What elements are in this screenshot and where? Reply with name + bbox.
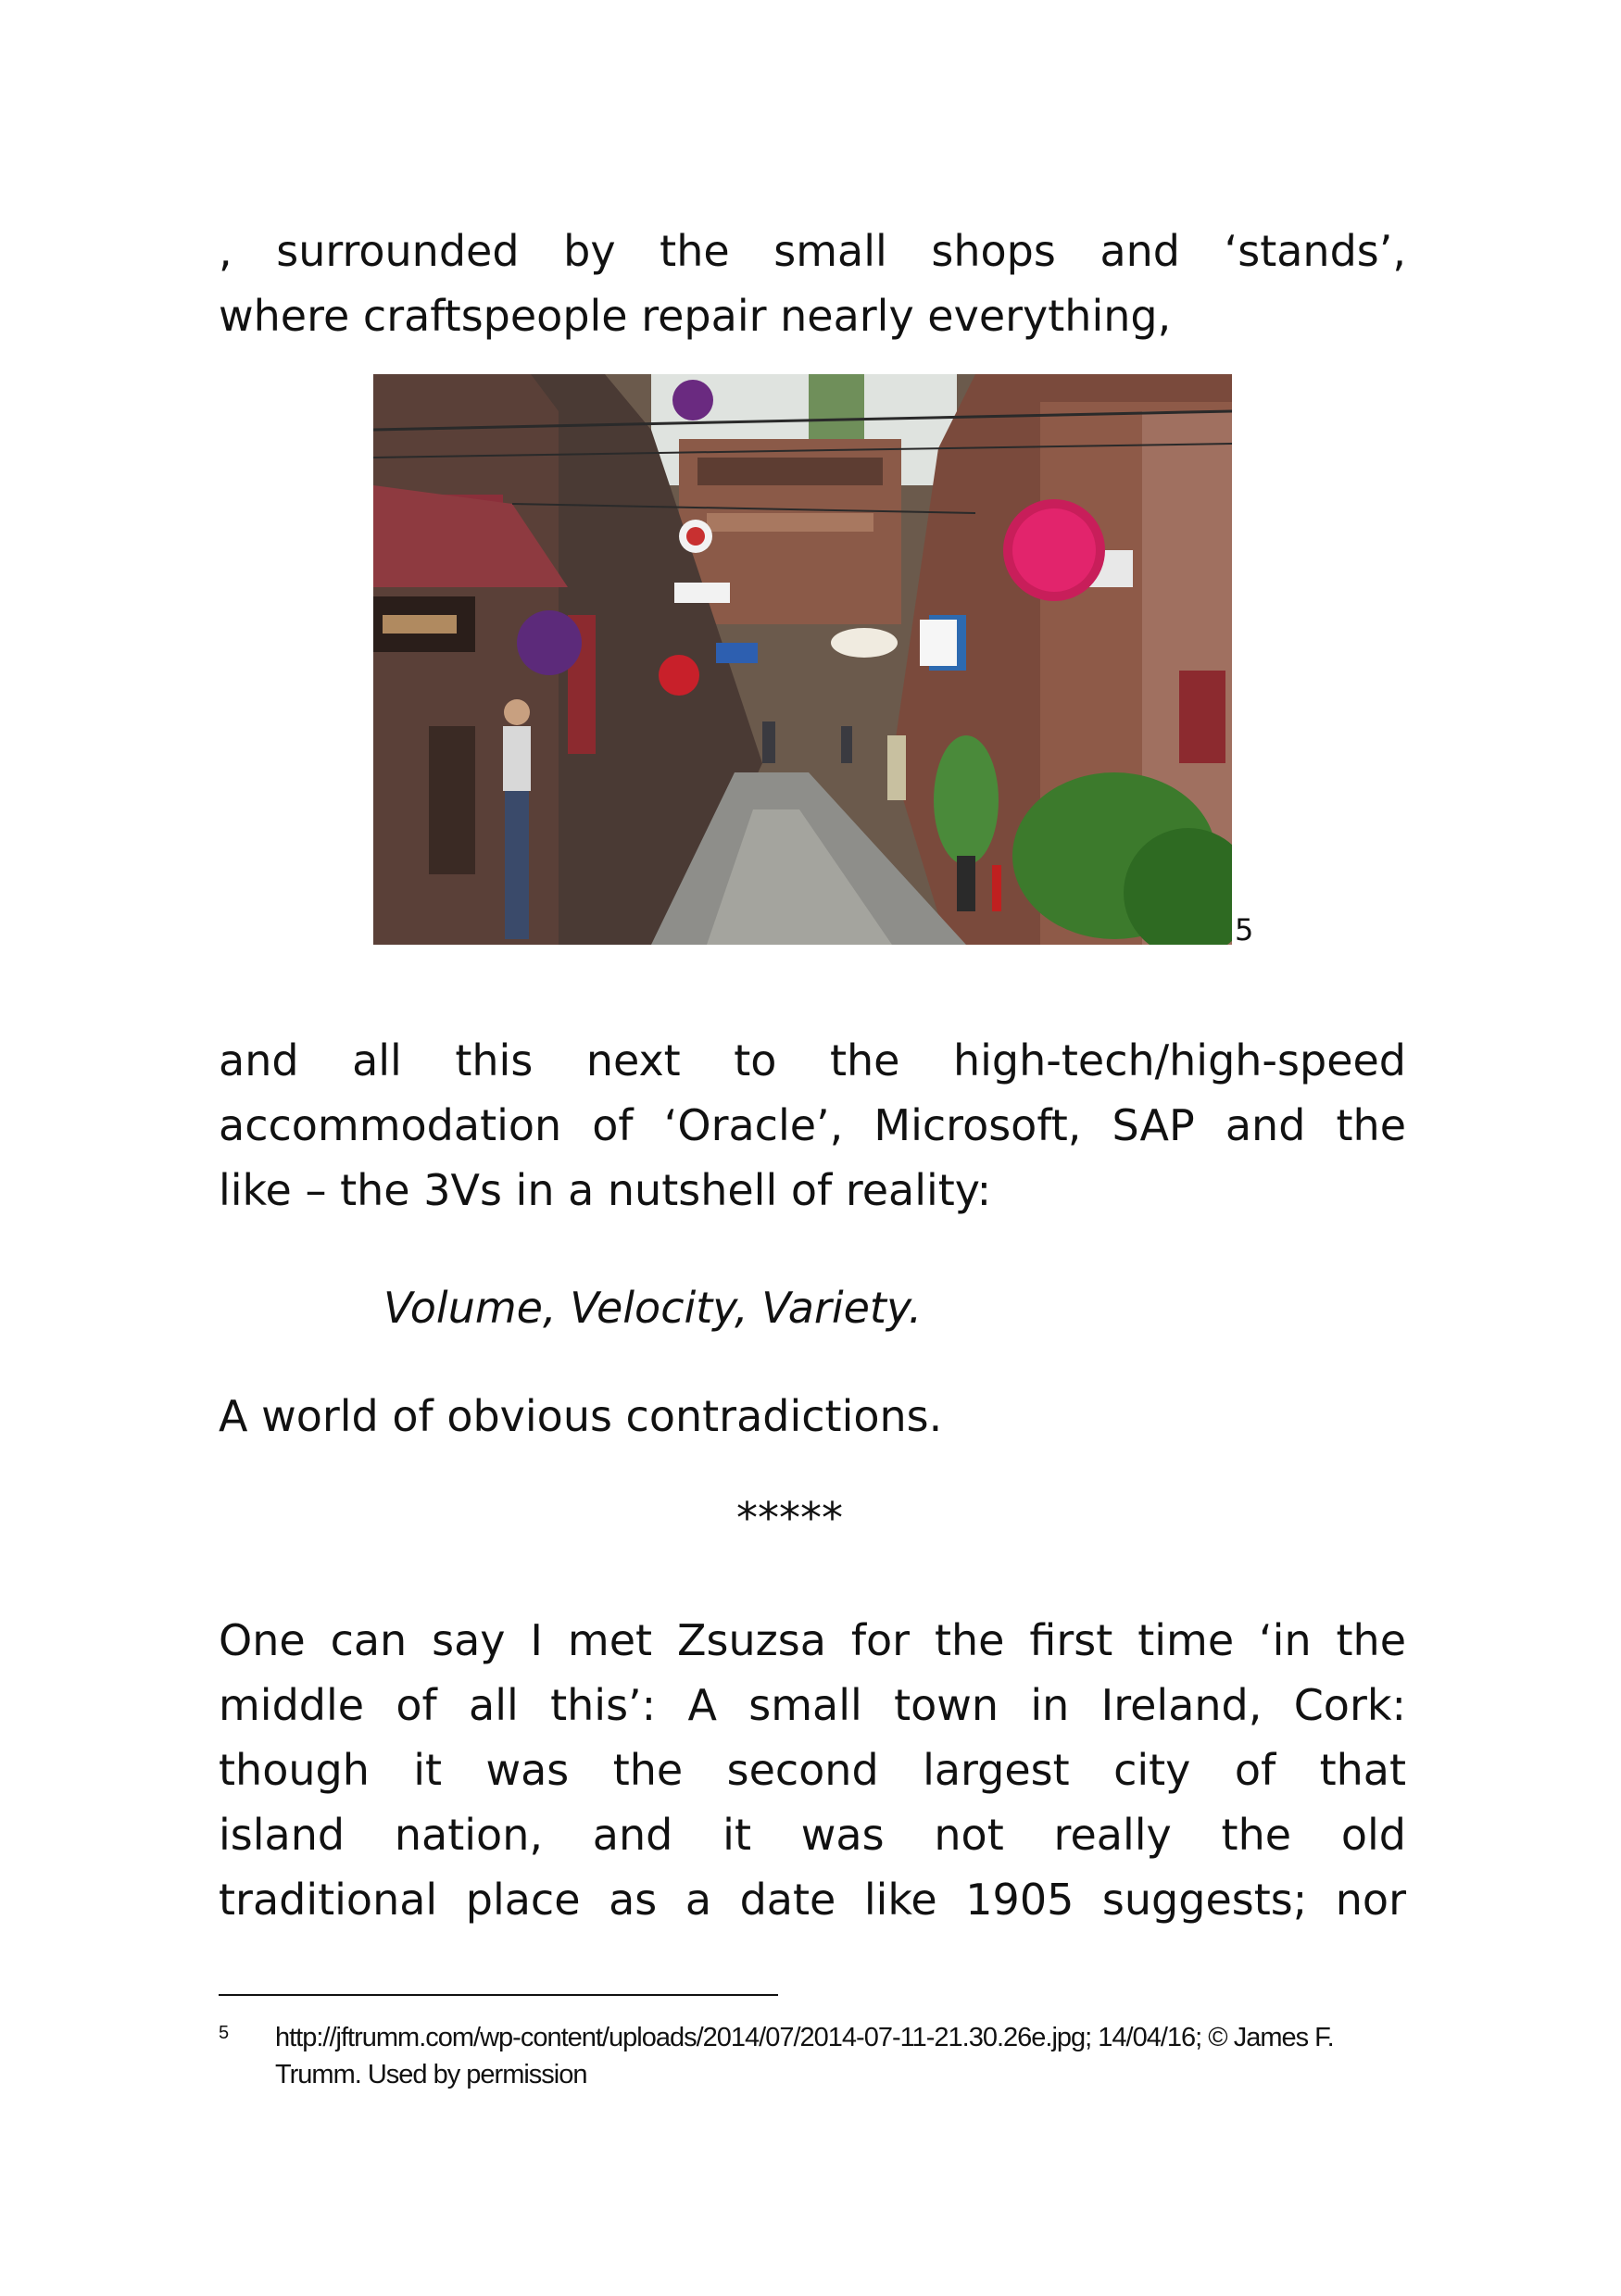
section-separator: ***** <box>736 1493 843 1543</box>
paragraph-line: accommodation of ‘Oracle’, Microsoft, SAP and the <box>219 1100 1406 1150</box>
paragraph-contradictions: A world of obvious contradictions. <box>219 1391 943 1441</box>
paragraph-line: traditional place as a date like 1905 suggests; nor <box>219 1875 1406 1925</box>
paragraph-line: , surrounded by the small shops and ‘stands’, <box>219 226 1406 276</box>
footnote-number: 5 <box>219 2023 230 2043</box>
paragraph-zsuzsa <box>219 1608 1406 1932</box>
paragraph-line: though it was the second largest city of that <box>219 1745 1406 1795</box>
paragraph-line: and all this next to the high-tech/high-speed <box>219 1035 1406 1085</box>
footnote-line: Trumm. Used by permission <box>275 2060 587 2089</box>
emphasis-line: Volume, Velocity, Variety. <box>383 1283 923 1333</box>
paragraph-intro <box>219 219 1406 348</box>
alley-photo <box>373 374 1232 945</box>
paragraph-line: island nation, and it was not really the old <box>219 1810 1406 1860</box>
paragraph-line: One can say I met Zsuzsa for the first time ‘in the <box>219 1615 1406 1665</box>
paragraph-line: middle of all this’: A small town in Ireland, Cork: <box>219 1680 1406 1730</box>
footnote-line: http://jftrumm.com/wp-content/uploads/2014/07/2014-07-11-21.30.26e.jpg; 14/04/16; © James F. <box>275 2023 1334 2052</box>
footnote-text <box>275 2019 1405 2093</box>
paragraph-tech <box>219 1028 1406 1223</box>
footnote-divider <box>219 1994 778 1996</box>
paragraph-line: where craftspeople repair nearly everything, <box>219 291 1172 341</box>
footnote-reference: 5 <box>1235 912 1254 947</box>
paragraph-line: like – the 3Vs in a nutshell of reality: <box>219 1165 992 1215</box>
